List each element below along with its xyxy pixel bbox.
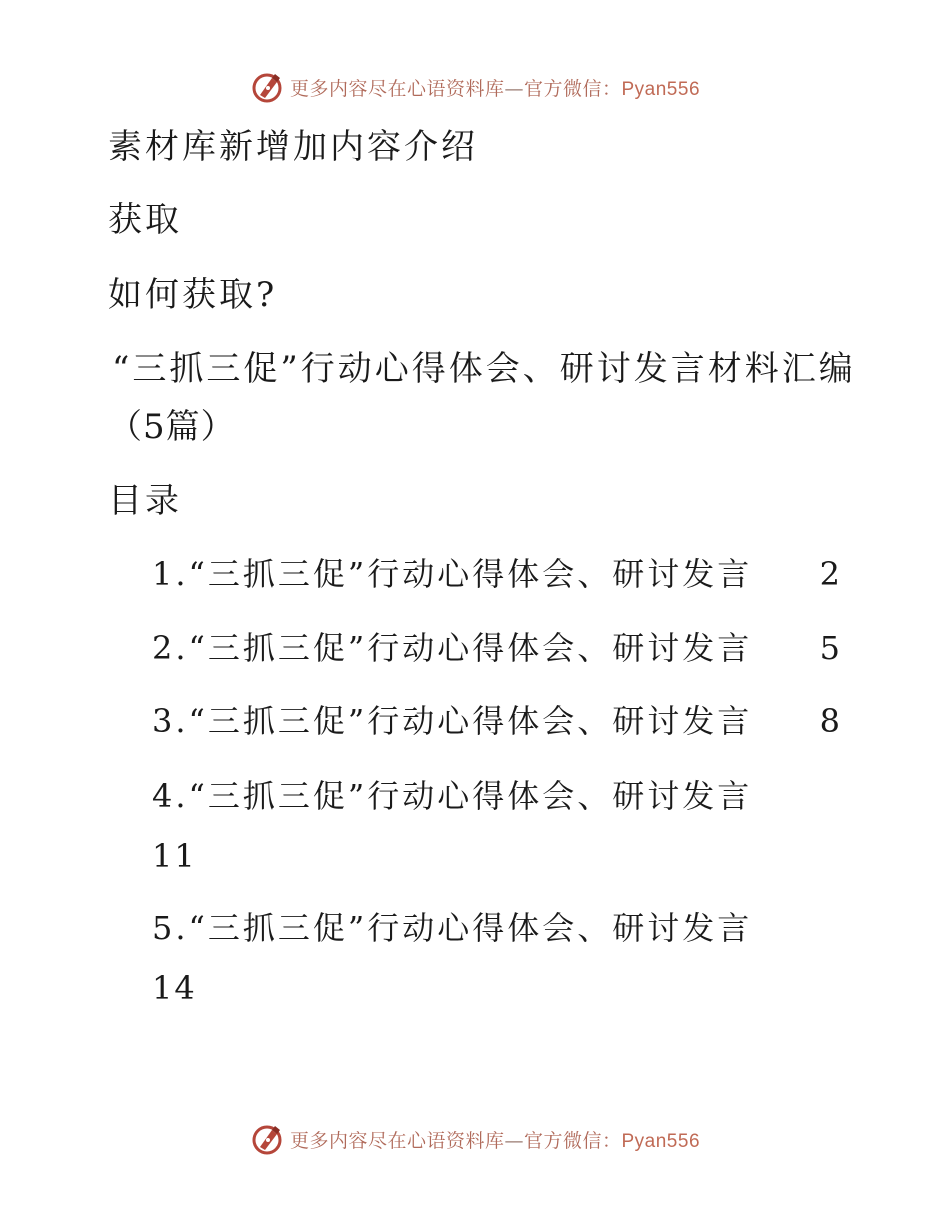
heading-new-content: 素材库新增加内容介绍 [108, 127, 478, 167]
watermark-text: 更多内容尽在心语资料库—官方微信：Pyan556 [289, 1129, 701, 1152]
toc-entry[interactable] [152, 777, 852, 820]
pen-nib-logo-icon [250, 70, 284, 104]
toc-entry-title: 3.“三抓三促”行动心得体会、研讨发言 [152, 702, 753, 740]
collection-title: “三抓三促”行动心得体会、研讨发言材料汇编 [112, 349, 856, 389]
toc-entry[interactable] [152, 909, 852, 952]
toc-heading: 目录 [108, 481, 182, 521]
heading-how-to-get: 如何获取? [108, 275, 278, 315]
toc-entry-title: 4.“三抓三促”行动心得体会、研讨发言 [152, 777, 753, 815]
toc-entry-page: 8 [819, 702, 840, 740]
collection-count: （5篇） [108, 407, 236, 447]
footer-watermark [0, 1122, 950, 1156]
toc-entry[interactable] [152, 702, 852, 745]
toc-entry-title: 2.“三抓三促”行动心得体会、研讨发言 [152, 629, 753, 667]
toc-entry-title: 1.“三抓三促”行动心得体会、研讨发言 [152, 555, 753, 593]
toc-entry-page: 5 [819, 629, 840, 667]
toc-entry[interactable] [152, 629, 852, 672]
pen-nib-logo-icon [250, 1122, 284, 1156]
toc-entry-title: 5.“三抓三促”行动心得体会、研讨发言 [152, 909, 753, 947]
watermark-text: 更多内容尽在心语资料库—官方微信：Pyan556 [289, 77, 701, 100]
header-watermark [0, 70, 950, 104]
toc-entry-page: 11 [152, 837, 197, 875]
heading-get: 获取 [108, 200, 182, 240]
toc-entry[interactable] [152, 555, 852, 598]
toc-entry-page: 2 [819, 555, 840, 593]
toc-entry-page: 14 [152, 969, 197, 1007]
